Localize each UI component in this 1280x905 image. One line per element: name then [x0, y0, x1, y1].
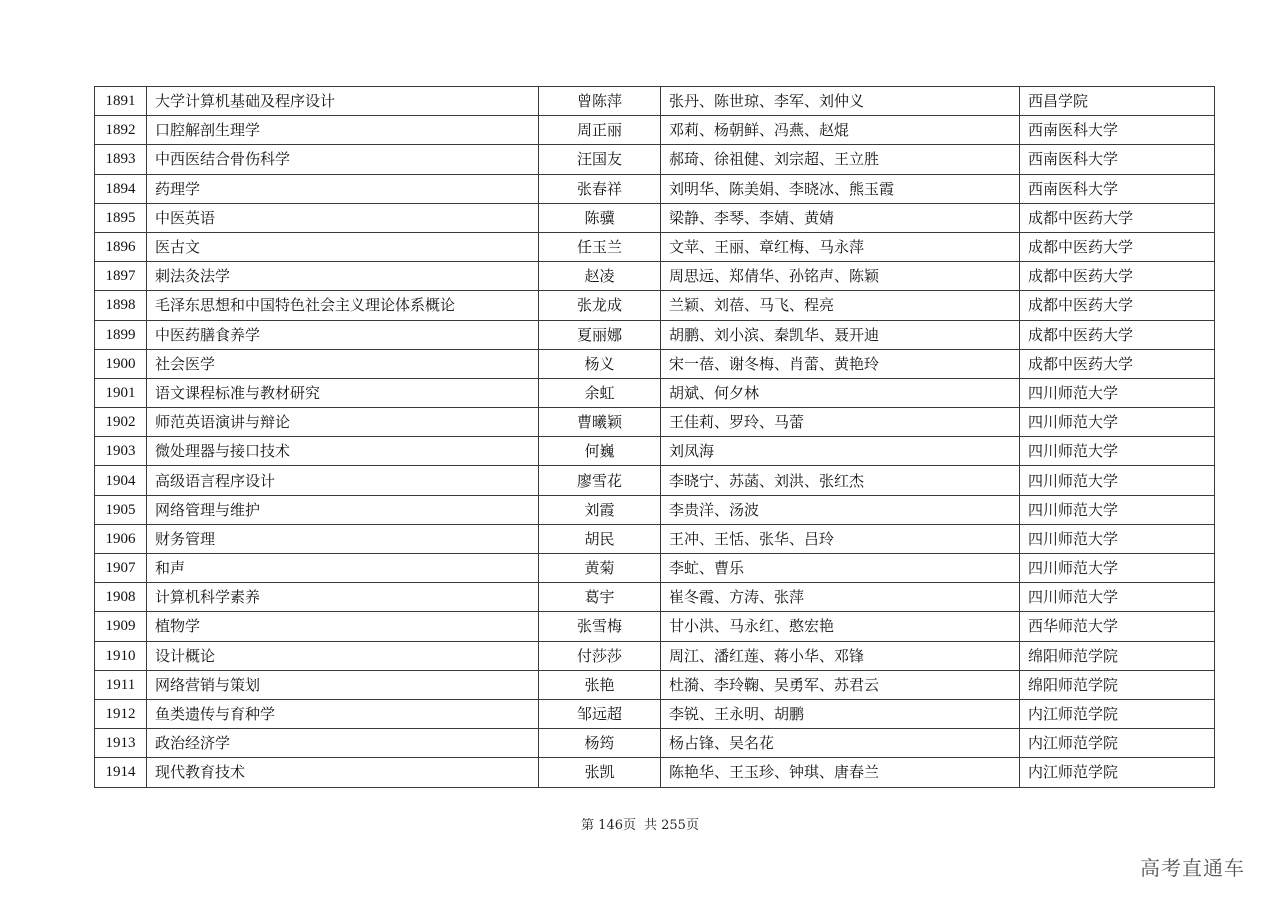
- course-leader: 杨义: [539, 349, 661, 378]
- school-name: 内江师范学院: [1020, 699, 1215, 728]
- school-name: 四川师范大学: [1020, 495, 1215, 524]
- school-name: 四川师范大学: [1020, 583, 1215, 612]
- row-number: 1901: [95, 378, 147, 407]
- team-members: 兰颖、刘蓓、马飞、程亮: [661, 291, 1020, 320]
- course-leader: 葛宇: [539, 583, 661, 612]
- row-number: 1900: [95, 349, 147, 378]
- course-leader: 廖雪花: [539, 466, 661, 495]
- row-number: 1891: [95, 87, 147, 116]
- school-name: 绵阳师范学院: [1020, 670, 1215, 699]
- team-members: 张丹、陈世琼、李军、刘仲义: [661, 87, 1020, 116]
- course-leader: 陈骥: [539, 203, 661, 232]
- row-number: 1908: [95, 583, 147, 612]
- course-name: 微处理器与接口技术: [147, 437, 539, 466]
- course-leader: 张龙成: [539, 291, 661, 320]
- course-name: 鱼类遗传与育种学: [147, 699, 539, 728]
- course-name: 中医英语: [147, 203, 539, 232]
- table-body: [95, 87, 1215, 788]
- course-leader: 付莎莎: [539, 641, 661, 670]
- team-members: 胡斌、何夕林: [661, 378, 1020, 407]
- table-row: [95, 320, 1215, 349]
- school-name: 内江师范学院: [1020, 758, 1215, 787]
- table-row: [95, 349, 1215, 378]
- course-name: 高级语言程序设计: [147, 466, 539, 495]
- school-name: 四川师范大学: [1020, 524, 1215, 553]
- school-name: 成都中医药大学: [1020, 349, 1215, 378]
- row-number: 1892: [95, 116, 147, 145]
- course-name: 网络管理与维护: [147, 495, 539, 524]
- team-members: 陈艳华、王玉珍、钟琪、唐春兰: [661, 758, 1020, 787]
- table-row: [95, 758, 1215, 787]
- row-number: 1912: [95, 699, 147, 728]
- course-name: 社会医学: [147, 349, 539, 378]
- course-leader: 刘霞: [539, 495, 661, 524]
- school-name: 四川师范大学: [1020, 437, 1215, 466]
- table-row: [95, 262, 1215, 291]
- course-name: 毛泽东思想和中国特色社会主义理论体系概论: [147, 291, 539, 320]
- course-name: 师范英语演讲与辩论: [147, 408, 539, 437]
- school-name: 成都中医药大学: [1020, 203, 1215, 232]
- row-number: 1911: [95, 670, 147, 699]
- table-row: [95, 612, 1215, 641]
- team-members: 崔冬霞、方涛、张萍: [661, 583, 1020, 612]
- course-leader: 邹远超: [539, 699, 661, 728]
- team-members: 文苹、王丽、章红梅、马永萍: [661, 232, 1020, 261]
- team-members: 李晓宁、苏菡、刘洪、张红杰: [661, 466, 1020, 495]
- team-members: 王冲、王恬、张华、吕玲: [661, 524, 1020, 553]
- course-leader: 任玉兰: [539, 232, 661, 261]
- course-leader: 张凯: [539, 758, 661, 787]
- course-name: 医古文: [147, 232, 539, 261]
- course-name: 中西医结合骨伤科学: [147, 145, 539, 174]
- course-leader: 张雪梅: [539, 612, 661, 641]
- school-name: 西南医科大学: [1020, 174, 1215, 203]
- table-row: [95, 87, 1215, 116]
- course-name: 中医药膳食养学: [147, 320, 539, 349]
- course-leader: 胡民: [539, 524, 661, 553]
- table-row: [95, 466, 1215, 495]
- course-name: 现代教育技术: [147, 758, 539, 787]
- table-row: [95, 641, 1215, 670]
- course-leader: 杨筠: [539, 729, 661, 758]
- school-name: 四川师范大学: [1020, 554, 1215, 583]
- course-name: 设计概论: [147, 641, 539, 670]
- school-name: 成都中医药大学: [1020, 320, 1215, 349]
- course-leader: 周正丽: [539, 116, 661, 145]
- course-name: 网络营销与策划: [147, 670, 539, 699]
- table-row: [95, 116, 1215, 145]
- course-leader: 曾陈萍: [539, 87, 661, 116]
- course-leader: 何巍: [539, 437, 661, 466]
- course-name: 语文课程标准与教材研究: [147, 378, 539, 407]
- team-members: 邓莉、杨朝鲜、冯燕、赵焜: [661, 116, 1020, 145]
- school-name: 四川师范大学: [1020, 466, 1215, 495]
- row-number: 1899: [95, 320, 147, 349]
- course-leader: 余虹: [539, 378, 661, 407]
- course-name: 植物学: [147, 612, 539, 641]
- row-number: 1914: [95, 758, 147, 787]
- course-name: 财务管理: [147, 524, 539, 553]
- course-leader: 汪国友: [539, 145, 661, 174]
- row-number: 1903: [95, 437, 147, 466]
- course-name: 药理学: [147, 174, 539, 203]
- table-row: [95, 203, 1215, 232]
- team-members: 李虻、曹乐: [661, 554, 1020, 583]
- table-row: [95, 232, 1215, 261]
- school-name: 四川师范大学: [1020, 378, 1215, 407]
- table-row: [95, 554, 1215, 583]
- school-name: 成都中医药大学: [1020, 232, 1215, 261]
- school-name: 四川师范大学: [1020, 408, 1215, 437]
- row-number: 1906: [95, 524, 147, 553]
- course-name: 政治经济学: [147, 729, 539, 758]
- watermark-logo-text: 高考直通车: [1140, 856, 1245, 880]
- school-name: 西华师范大学: [1020, 612, 1215, 641]
- row-number: 1895: [95, 203, 147, 232]
- team-members: 甘小洪、马永红、憨宏艳: [661, 612, 1020, 641]
- table-row: [95, 495, 1215, 524]
- course-name: 大学计算机基础及程序设计: [147, 87, 539, 116]
- table-row: [95, 437, 1215, 466]
- course-leader: 张艳: [539, 670, 661, 699]
- table-row: [95, 408, 1215, 437]
- team-members: 刘明华、陈美娟、李晓冰、熊玉霞: [661, 174, 1020, 203]
- row-number: 1897: [95, 262, 147, 291]
- row-number: 1910: [95, 641, 147, 670]
- team-members: 郝琦、徐祖健、刘宗超、王立胜: [661, 145, 1020, 174]
- row-number: 1894: [95, 174, 147, 203]
- team-members: 梁静、李琴、李婧、黄婧: [661, 203, 1020, 232]
- team-members: 刘凤海: [661, 437, 1020, 466]
- course-name: 刺法灸法学: [147, 262, 539, 291]
- course-name: 口腔解剖生理学: [147, 116, 539, 145]
- row-number: 1904: [95, 466, 147, 495]
- team-members: 杨占锋、吴名花: [661, 729, 1020, 758]
- school-name: 西南医科大学: [1020, 145, 1215, 174]
- school-name: 成都中医药大学: [1020, 262, 1215, 291]
- course-leader: 黄菊: [539, 554, 661, 583]
- page-number: 第 146页: [581, 818, 636, 833]
- course-table: [94, 86, 1215, 788]
- team-members: 李贵洋、汤波: [661, 495, 1020, 524]
- team-members: 王佳莉、罗玲、马蕾: [661, 408, 1020, 437]
- table-row: [95, 670, 1215, 699]
- row-number: 1896: [95, 232, 147, 261]
- school-name: 西南医科大学: [1020, 116, 1215, 145]
- row-number: 1907: [95, 554, 147, 583]
- team-members: 周思远、郑倩华、孙铭声、陈颖: [661, 262, 1020, 291]
- page-footer: [0, 814, 1280, 833]
- course-leader: 张春祥: [539, 174, 661, 203]
- course-leader: 赵凌: [539, 262, 661, 291]
- school-name: 内江师范学院: [1020, 729, 1215, 758]
- team-members: 杜漪、李玲鞠、吴勇军、苏君云: [661, 670, 1020, 699]
- table-row: [95, 145, 1215, 174]
- table-row: [95, 524, 1215, 553]
- row-number: 1913: [95, 729, 147, 758]
- row-number: 1909: [95, 612, 147, 641]
- team-members: 胡鹏、刘小滨、秦凯华、聂开迪: [661, 320, 1020, 349]
- row-number: 1905: [95, 495, 147, 524]
- row-number: 1898: [95, 291, 147, 320]
- page-total: 共 255页: [644, 818, 699, 833]
- table-row: [95, 583, 1215, 612]
- team-members: 周江、潘红莲、蒋小华、邓锋: [661, 641, 1020, 670]
- school-name: 绵阳师范学院: [1020, 641, 1215, 670]
- course-leader: 曹曦颖: [539, 408, 661, 437]
- table-row: [95, 699, 1215, 728]
- team-members: 李锐、王永明、胡鹏: [661, 699, 1020, 728]
- school-name: 成都中医药大学: [1020, 291, 1215, 320]
- course-leader: 夏丽娜: [539, 320, 661, 349]
- table-row: [95, 291, 1215, 320]
- course-name: 和声: [147, 554, 539, 583]
- table-row: [95, 378, 1215, 407]
- table-row: [95, 729, 1215, 758]
- team-members: 宋一蓓、谢冬梅、肖蕾、黄艳玲: [661, 349, 1020, 378]
- row-number: 1902: [95, 408, 147, 437]
- school-name: 西昌学院: [1020, 87, 1215, 116]
- row-number: 1893: [95, 145, 147, 174]
- table-row: [95, 174, 1215, 203]
- course-name: 计算机科学素养: [147, 583, 539, 612]
